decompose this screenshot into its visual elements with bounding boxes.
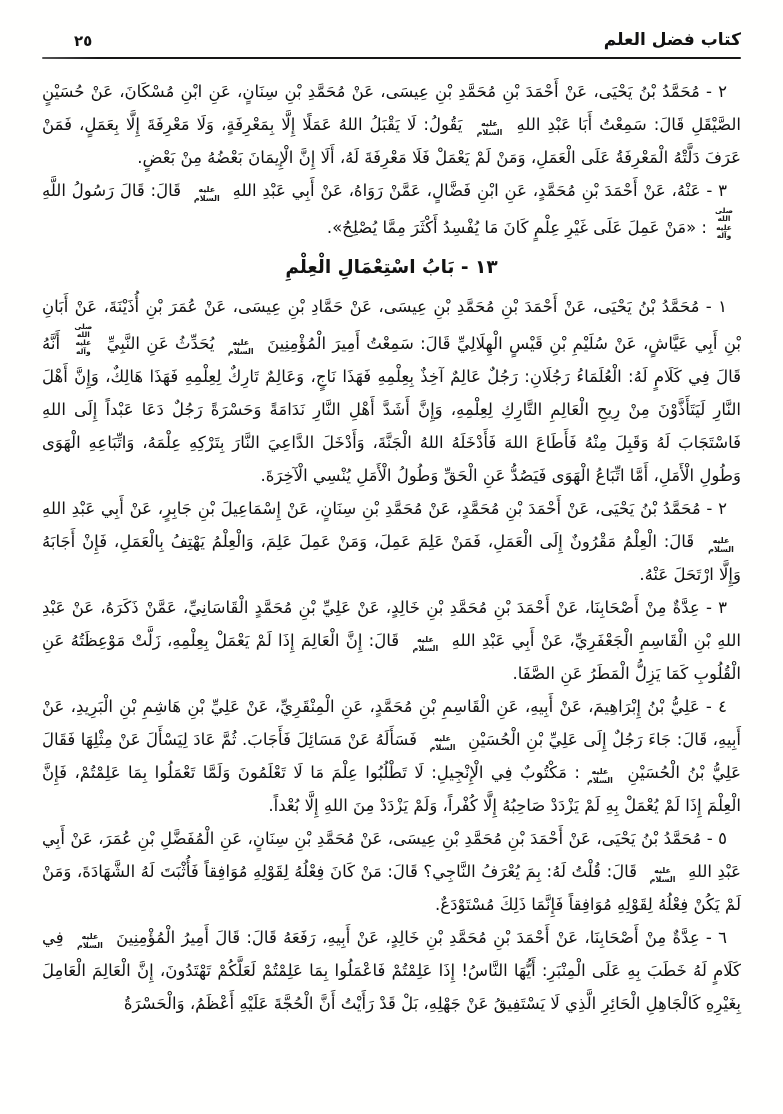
hadith-paragraph: ١ - مُحَمَّدُ بْنُ يَحْيَى، عَنْ أَحْمَدَ بْنِ مُحَمَّدِ بْنِ عِيسَى، عَنْ حَمَّادِ بْنِ عِيسَى، عَنْ عُمَرَ بْنِ أُذَيْنَةَ، عَنْ أَبَانِ بْنِ أَبِي عَيَّاشٍ، عَنْ سُلَيْمِ بْنِ قَيْسٍ الْهِلَالِيِّ قَالَ: سَمِعْتُ أَمِيرَ الْمُؤْمِنِينَ عليه السلام يُحَدِّثُ عَنِ النَّبِيِّ صلى الله عليه وآله أَنَّهُ قَالَ فِي كَلَامٍ لَهُ: الْعُلَمَاءُ رَجُلَانِ: رَجُلٌ عَالِمٌ آخِذٌ بِعِلْمِهِ فَهَذَا نَاجٍ، وَعَالِمٌ تَارِكٌ لِعِلْمِهِ فَهَذَا هَالِكٌ، وَإِنَّ أَهْلَ النَّارِ لَيَتَأَذَّوْنَ مِنْ رِيحِ الْعَالِمِ التَّارِكِ لِعِلْمِهِ، وَإِنَّ أَشَدَّ أَهْلِ النَّارِ نَدَامَةً وَحَسْرَةً رَجُلٌ دَعَا عَبْداً إِلَى اللهِ فَاسْتَجَابَ لَهُ وَقَبِلَ مِنْهُ فَأَطَاعَ اللهَ فَأَدْخَلَهُ اللهُ الْجَنَّةَ، وَأَدْخَلَ الدَّاعِيَ النَّارَ بِتَرْكِهِ عِلْمَهُ، وَاتِّبَاعِهِ الْهَوَى وَطُولِ الْأَمَلِ، أَمَّا اتِّبَاعُ الْهَوَى فَيَصُدُّ عَنِ الْحَقِّ وَطُولُ الْأَمَلِ يُنْسِي الْآخِرَةَ. — [42, 296, 741, 485]
hadith-paragraph: ٢ - مُحَمَّدُ بْنُ يَحْيَى، عَنْ أَحْمَدَ بْنِ مُحَمَّدٍ، عَنْ مُحَمَّدِ بْنِ سِنَانٍ، عَنْ إِسْمَاعِيلَ بْنِ جَابِرٍ، عَنْ أَبِي عَبْدِ اللهِ عليه السلام قَالَ: الْعِلْمُ مَقْرُونٌ إِلَى الْعَمَلِ، فَمَنْ عَلِمَ عَمِلَ، وَمَنْ عَمِلَ عَلِمَ، وَالْعِلْمُ يَهْتِفُ بِالْعَمَلِ، فَإِنْ أَجَابَهُ وَإِلَّا ارْتَحَلَ عَنْهُ. — [42, 498, 741, 584]
hadith-paragraph: ٣ - عِدَّةٌ مِنْ أَصْحَابِنَا، عَنْ أَحْمَدَ بْنِ مُحَمَّدِ بْنِ خَالِدٍ، عَنْ عَلِيِّ بْنِ مُحَمَّدٍ الْقَاسَانِيِّ، عَمَّنْ ذَكَرَهُ، عَنْ عَبْدِ اللهِ بْنِ الْقَاسِمِ الْجَعْفَرِيِّ، عَنْ أَبِي عَبْدِ اللهِ عليه السلام قَالَ: إِنَّ الْعَالِمَ إِذَا لَمْ يَعْمَلْ بِعِلْمِهِ، زَلَّتْ مَوْعِظَتُهُ عَنِ الْقُلُوبِ كَمَا يَزِلُّ الْمَطَرُ عَنِ الصَّفَا. — [42, 597, 741, 683]
alayhis-salam-stamp-icon: عليه السلام — [649, 865, 676, 884]
hadith-paragraph: ٦ - عِدَّةٌ مِنْ أَصْحَابِنَا، عَنْ أَحْمَدَ بْنِ مُحَمَّدِ بْنِ خَالِدٍ، عَنْ أَبِيهِ، رَفَعَهُ قَالَ: قَالَ أَمِيرُ الْمُؤْمِنِينَ عليه السلام فِي كَلَامٍ لَهُ خَطَبَ بِهِ عَلَى الْمِنْبَرِ: أَيُّهَا النَّاسُ! إِذَا عَلِمْتُمْ فَاعْمَلُوا بِمَا عَلِمْتُمْ لَعَلَّكُمْ تَهْتَدُونَ، إِنَّ الْعَالِمَ الْعَامِلَ بِغَيْرِهِ كَالْجَاهِلِ الْحَائِرِ الَّذِي لَا يَسْتَفِيقُ عَنْ جَهْلِهِ، بَلْ قَدْ رَأَيْتُ أَنَّ الْحُجَّةَ عَلَيْهِ أَعْظَمُ، وَالْحَسْرَةُ — [42, 927, 741, 1013]
alayhis-salam-stamp-icon: عليه السلام — [587, 766, 613, 785]
alayhis-salam-stamp-icon: عليه السلام — [476, 119, 503, 137]
hadith-paragraph: ٢ - مُحَمَّدُ بْنُ يَحْيَى، عَنْ أَحْمَدَ بْنِ مُحَمَّدِ بْنِ عِيسَى، عَنْ مُحَمَّدِ بْنِ سِنَانٍ، عَنِ ابْنِ مُسْكَانَ، عَنْ حُسَيْنٍ الصَّيْقَلِ قَالَ: سَمِعْتُ أَبَا عَبْدِ اللهِ عليه السلام يَقُولُ: لَا يَقْبَلُ اللهُ عَمَلًا إِلَّا بِمَعْرِفَةٍ، وَلَا مَعْرِفَةَ إِلَّا بِعَمَلٍ، فَمَنْ عَرَفَ دَلَّتْهُ الْمَعْرِفَةُ عَلَى الْعَمَلِ، وَمَنْ لَمْ يَعْمَلْ فَلَا مَعْرِفَةَ لَهُ، أَلَا إِنَّ الْإِيمَانَ بَعْضُهُ مِنْ بَعْضٍ. — [42, 82, 741, 167]
alayhis-salam-stamp-icon: عليه السلام — [429, 733, 456, 752]
page-body — [0, 59, 783, 1020]
alayhis-salam-stamp-icon: عليه السلام — [76, 931, 103, 950]
page-header — [0, 0, 783, 50]
salla-allahu-alayhi-wa-alih-stamp-icon: صلى الله عليه وآله — [715, 206, 733, 240]
hadith-paragraph: ٣ - عَنْهُ، عَنْ أَحْمَدَ بْنِ مُحَمَّدٍ، عَنِ ابْنِ فَضَّالٍ، عَمَّنْ رَوَاهُ، عَنْ أَبِي عَبْدِ اللهِ عليه السلام قَالَ: قَالَ رَسُولُ اللَّهِ صلى الله عليه وآله: «مَنْ عَمِلَ عَلَى غَيْرِ عِلْمٍ كَانَ مَا يُفْسِدُ أَكْثَرَ مِمَّا يُصْلِحُ». — [42, 174, 741, 244]
alayhis-salam-stamp-icon: عليه السلام — [412, 634, 439, 653]
chapter-heading: ١٣ - بَابُ اسْتِعْمَالِ الْعِلْمِ — [285, 256, 498, 278]
alayhis-salam-stamp-icon: عليه السلام — [193, 185, 220, 203]
running-book-title: كتاب فضل العلم — [603, 30, 741, 50]
hadith-paragraph: ٤ - عَلِيُّ بْنُ إِبْرَاهِيمَ، عَنْ أَبِيهِ، عَنِ الْقَاسِمِ بْنِ مُحَمَّدٍ، عَنِ الْمِنْقَرِيِّ، عَنْ عَلِيِّ بْنِ هَاشِمِ بْنِ الْبَرِيدِ، عَنْ أَبِيهِ، قَالَ: جَاءَ رَجُلٌ إِلَى عَلِيِّ بْنِ الْحُسَيْنِ عليه السلام فَسَأَلَهُ عَنْ مَسَائِلَ فَأَجَابَ. ثُمَّ عَادَ لِيَسْأَلَ عَنْ مِثْلِهَا فَقَالَ عَلِيُّ بْنُ الْحُسَيْنِ عليه السلام: مَكْتُوبٌ فِي الْإِنْجِيلِ: لَا تَطْلُبُوا عِلْمَ مَا لَا تَعْلَمُونَ وَلَمَّا تَعْمَلُوا بِمَا عَلِمْتُمْ، فَإِنَّ الْعِلْمَ إِذَا لَمْ يُعْمَلْ بِهِ لَمْ يَزْدَدْ صَاحِبُهُ إِلَّا كُفْراً، وَلَمْ يَزْدَدْ مِنَ اللهِ إِلَّا بُعْداً. — [42, 696, 742, 815]
page-number: ٢٥ — [74, 32, 93, 50]
alayhis-salam-stamp-icon: عليه السلام — [227, 337, 254, 356]
hadith-paragraph: ٥ - مُحَمَّدُ بْنُ يَحْيَى، عَنْ أَحْمَدَ بْنِ مُحَمَّدِ بْنِ عِيسَى، عَنْ مُحَمَّدِ بْنِ سِنَانٍ، عَنِ الْمُفَضَّلِ بْنِ عُمَرَ، عَنْ أَبِي عَبْدِ اللهِ عليه السلام قَالَ: قُلْتُ لَهُ: بِمَ يُعْرَفُ النَّاجِي؟ قَالَ: مَنْ كَانَ فِعْلُهُ لِقَوْلِهِ مُوَافِقاً فَأُثْبَتَ لَهُ الشَّهَادَةَ، وَمَنْ لَمْ يَكُنْ فِعْلُهُ لِقَوْلِهِ مُوَافِقاً فَإِنَّمَا ذَلِكَ مُسْتَوْدَعٌ. — [42, 828, 741, 914]
salla-allahu-alayhi-wa-alih-stamp-icon: صلى الله عليه وآله — [74, 321, 93, 356]
alayhis-salam-stamp-icon: عليه السلام — [708, 535, 734, 554]
